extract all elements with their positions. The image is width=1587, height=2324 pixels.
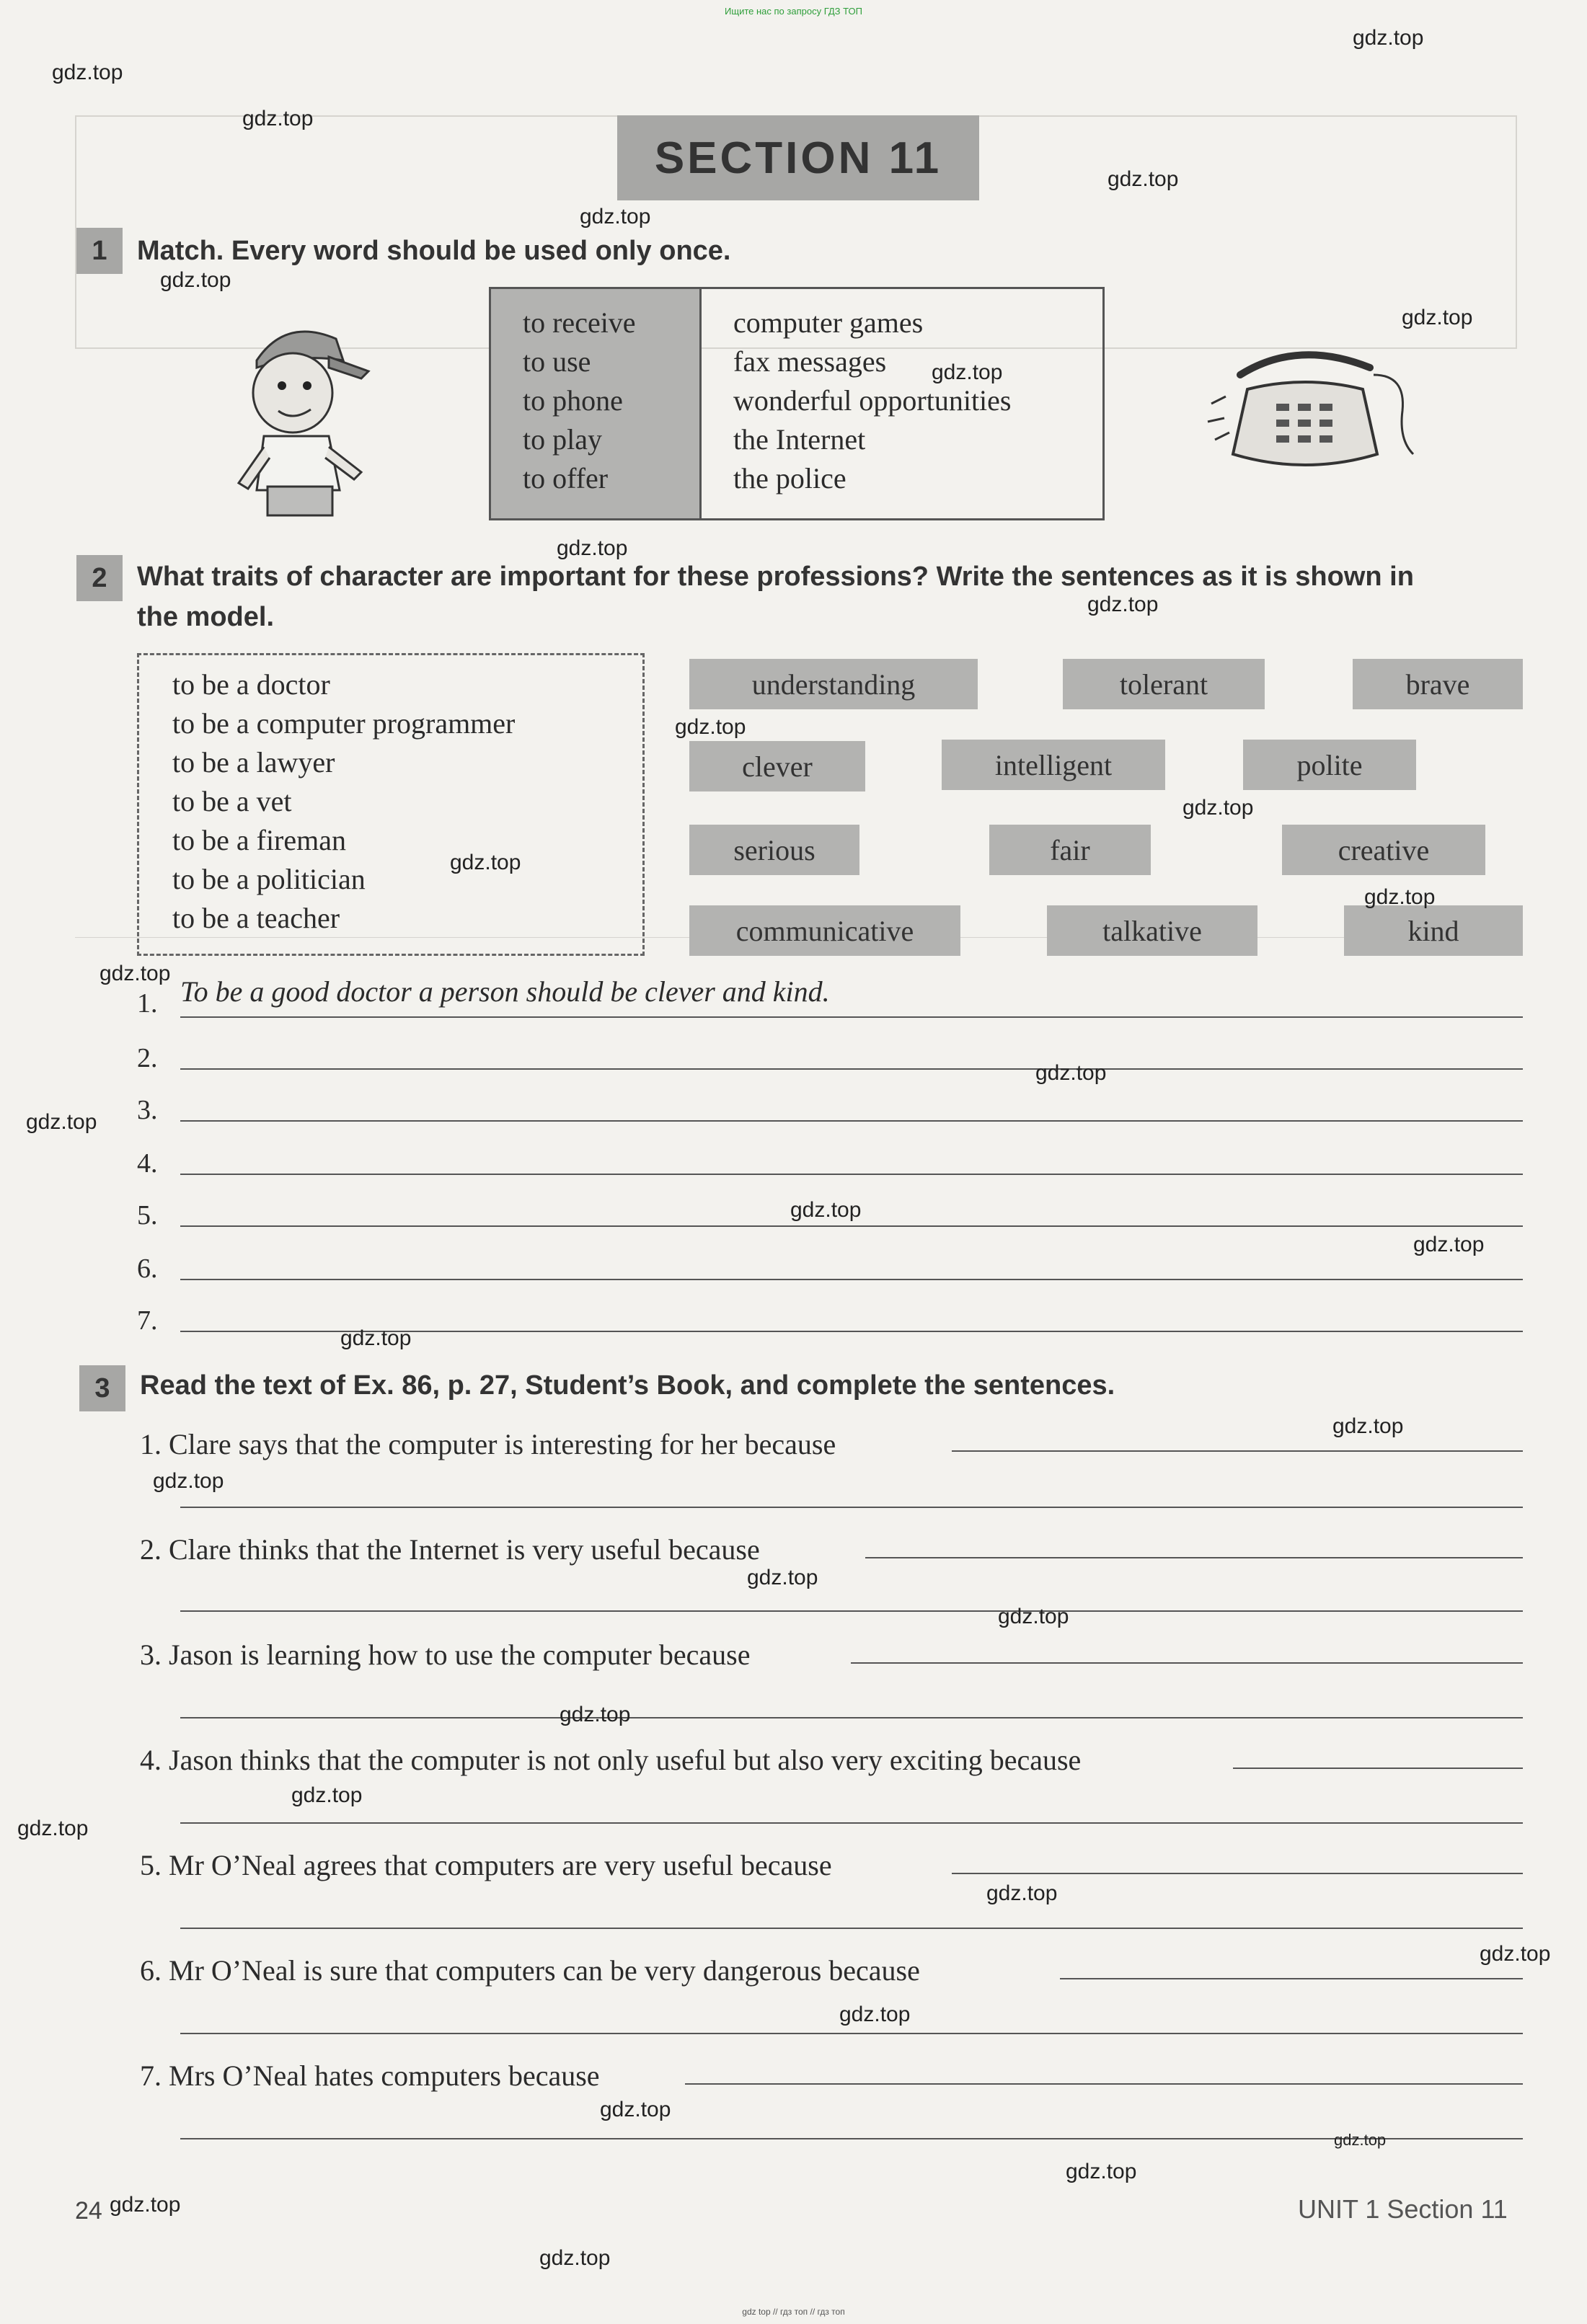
profession-item: to be a computer programmer — [172, 707, 516, 740]
profession-item: to be a fireman — [172, 824, 346, 856]
trait-card: serious — [689, 825, 859, 875]
match-right-column — [702, 289, 1102, 518]
watermark: gdz.top — [17, 1817, 89, 1840]
trait-card: talkative — [1047, 905, 1257, 956]
exercise-1-number: 1 — [76, 228, 123, 274]
watermark: gdz.top — [340, 1326, 412, 1350]
match-right-item: computer games — [733, 306, 924, 339]
telephone-illustration — [1197, 332, 1428, 490]
match-left-item: to offer — [523, 462, 609, 494]
ex3-sentence: 2. Clare thinks that the Internet is very useful because — [140, 1533, 760, 1566]
ex3-sentence: 3. Jason is learning how to use the computer because — [140, 1638, 751, 1671]
watermark: gdz.top — [747, 1566, 818, 1589]
watermark: gdz.top — [1035, 1061, 1107, 1085]
answer-line-2[interactable] — [180, 1068, 1523, 1070]
ex3-sentence: 5. Mr O’Neal agrees that computers are very useful because — [140, 1849, 832, 1881]
watermark: gdz.top — [998, 1605, 1069, 1628]
trait-card: intelligent — [942, 740, 1165, 790]
match-right-item: fax messages — [733, 345, 887, 378]
watermark: gdz.top — [1402, 306, 1473, 329]
answer-number: 5. — [137, 1200, 158, 1230]
trait-card: brave — [1353, 659, 1523, 709]
watermark: gdz.top — [1182, 796, 1254, 820]
ex3-answer-line[interactable] — [180, 1610, 1523, 1612]
answer-line-6[interactable] — [180, 1279, 1523, 1280]
watermark: gdz.top — [1334, 2131, 1387, 2149]
watermark: gdz.top — [1480, 1942, 1551, 1966]
watermark: gdz.top — [600, 2098, 671, 2121]
ex3-answer-line[interactable] — [180, 1717, 1523, 1718]
ex3-answer-line[interactable] — [952, 1873, 1523, 1874]
answer-number: 7. — [137, 1305, 158, 1336]
watermark: gdz.top — [100, 962, 171, 985]
watermark: gdz.top — [52, 61, 123, 84]
trait-card: understanding — [689, 659, 978, 709]
watermark: gdz.top — [450, 851, 521, 874]
profession-item: to be a politician — [172, 863, 366, 895]
trait-card: clever — [689, 741, 865, 791]
ex3-answer-line[interactable] — [685, 2083, 1523, 2085]
ex3-sentence: 4. Jason thinks that the computer is not only useful but also very exciting because — [140, 1744, 1082, 1776]
watermark: gdz.top — [242, 107, 314, 130]
watermark: gdz.top — [291, 1783, 363, 1807]
watermark: gdz.top — [1364, 885, 1436, 909]
ex3-answer-line[interactable] — [180, 1928, 1523, 1929]
exercise-3-number: 3 — [79, 1365, 125, 1411]
answer-line-3[interactable] — [180, 1120, 1523, 1122]
watermark: gdz.top — [110, 2193, 181, 2217]
watermark: gdz.top — [539, 2246, 611, 2270]
watermark: gdz.top — [560, 1703, 631, 1726]
trait-card: fair — [989, 825, 1151, 875]
ex3-answer-line[interactable] — [851, 1662, 1523, 1664]
watermark: gdz.top — [557, 536, 628, 560]
answer-number: 4. — [137, 1148, 158, 1179]
profession-item: to be a doctor — [172, 668, 330, 701]
trait-card: kind — [1344, 905, 1523, 956]
professions-box — [137, 653, 645, 956]
exercise-3-title: Read the text of Ex. 86, p. 27, Student’s Book, and complete the sentences. — [140, 1370, 1115, 1401]
watermark: gdz.top — [839, 2003, 911, 2026]
exercise-2-number: 2 — [76, 555, 123, 601]
watermark: gdz.top — [675, 715, 746, 739]
ex3-answer-line[interactable] — [952, 1450, 1523, 1452]
watermark: gdz.top — [153, 1469, 224, 1493]
match-left-item: to phone — [523, 384, 623, 417]
watermark: gdz.top — [932, 360, 1003, 384]
watermark: gdz.top — [1087, 593, 1159, 616]
unit-section-label: UNIT 1 Section 11 — [1298, 2194, 1508, 2224]
watermark: gdz.top — [1108, 167, 1179, 191]
exercise-1-title: Match. Every word should be used only once. — [137, 236, 731, 266]
top-notice: Ищите нас по запросу ГДЗ ТОП — [725, 6, 862, 17]
ex3-answer-line[interactable] — [180, 1822, 1523, 1824]
answer-line-5[interactable] — [180, 1225, 1523, 1227]
match-left-column — [491, 289, 702, 518]
page-number: 24 — [75, 2197, 102, 2225]
ex3-sentence: 6. Mr O’Neal is sure that computers can be very dangerous because — [140, 1954, 920, 1987]
trait-card: tolerant — [1063, 659, 1265, 709]
match-right-item: the Internet — [733, 423, 866, 456]
trait-card: polite — [1243, 740, 1416, 790]
profession-item: to be a vet — [172, 785, 292, 817]
exercise-2-title-line1: What traits of character are important for these professions? Write the sentences as it is shown in — [137, 562, 1414, 592]
answer-number: 3. — [137, 1095, 158, 1125]
ex3-answer-line[interactable] — [865, 1557, 1523, 1558]
bottom-notice: gdz top // гдз топ // гдз топ — [742, 2307, 845, 2317]
answer-number: 2. — [137, 1043, 158, 1073]
model-sentence: To be a good doctor a person should be clever and kind. — [180, 975, 830, 1008]
watermark: gdz.top — [1413, 1233, 1485, 1256]
watermark: gdz.top — [1332, 1414, 1404, 1438]
answer-line-1[interactable] — [180, 1016, 1523, 1018]
exercise-2-title-line2: the model. — [137, 602, 275, 632]
ex3-sentence: 1. Clare says that the computer is interesting for her because — [140, 1428, 836, 1460]
answer-number: 1. — [137, 988, 158, 1019]
watermark: gdz.top — [160, 268, 231, 292]
watermark: gdz.top — [26, 1110, 97, 1134]
answer-number: 6. — [137, 1254, 158, 1284]
ex3-answer-line[interactable] — [180, 2138, 1523, 2139]
match-left-item: to receive — [523, 306, 636, 339]
ex3-answer-line[interactable] — [180, 1507, 1523, 1508]
watermark: gdz.top — [790, 1198, 862, 1222]
ex3-answer-line[interactable] — [1233, 1768, 1523, 1769]
boy-illustration — [213, 303, 372, 519]
profession-item: to be a lawyer — [172, 746, 335, 779]
match-table — [489, 287, 1105, 520]
answer-line-4[interactable] — [180, 1174, 1523, 1175]
match-left-item: to play — [523, 423, 602, 456]
match-left-item: to use — [523, 345, 591, 378]
trait-card: communicative — [689, 905, 960, 956]
watermark: gdz.top — [1066, 2160, 1137, 2183]
ex3-answer-line[interactable] — [1060, 1978, 1523, 1979]
watermark: gdz.top — [580, 205, 651, 229]
match-right-item: wonderful opportunities — [733, 384, 1012, 417]
watermark: gdz.top — [1353, 26, 1424, 50]
watermark: gdz.top — [986, 1881, 1058, 1905]
ex3-sentence: 7. Mrs O’Neal hates computers because — [140, 2059, 600, 2092]
trait-card: creative — [1282, 825, 1485, 875]
profession-item: to be a teacher — [172, 902, 340, 934]
match-right-item: the police — [733, 462, 846, 494]
section-title: SECTION 11 — [617, 115, 979, 200]
ex3-answer-line[interactable] — [180, 2033, 1523, 2034]
